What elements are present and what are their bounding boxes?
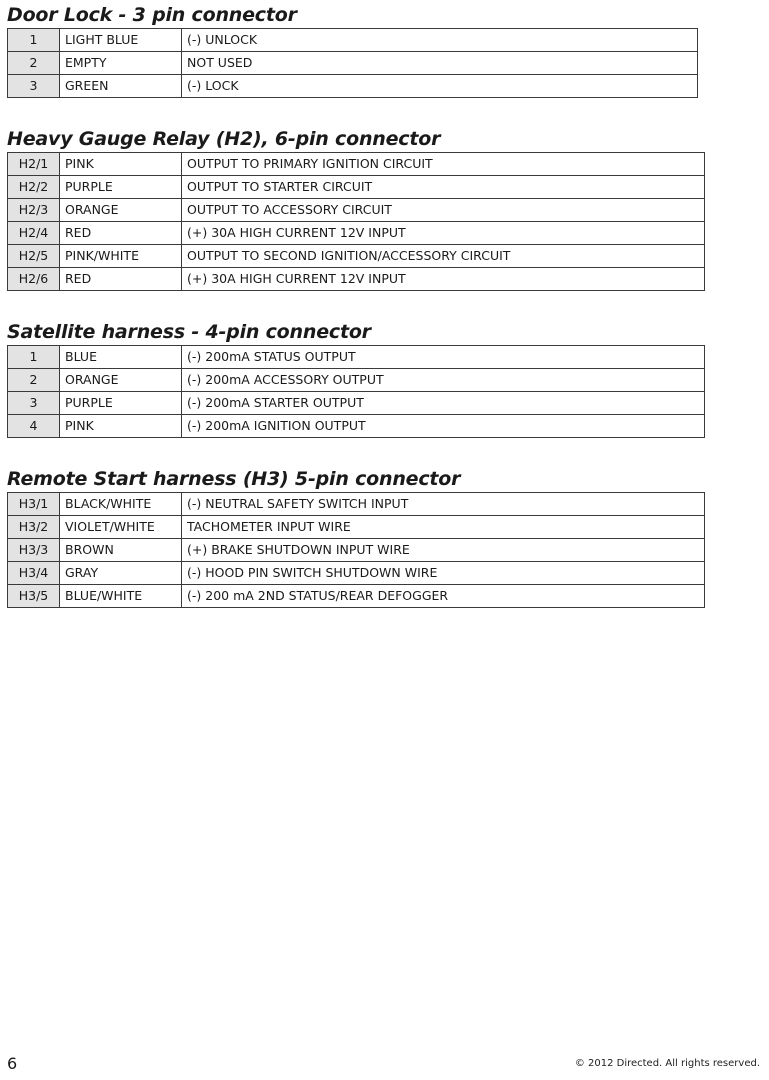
- wire-color-cell: PINK: [60, 415, 182, 438]
- wire-color-cell: GREEN: [60, 75, 182, 98]
- wire-color-cell: VIOLET/WHITE: [60, 516, 182, 539]
- door-lock-title: Door Lock - 3 pin connector: [7, 4, 297, 26]
- wire-color-cell: LIGHT BLUE: [60, 29, 182, 52]
- pin-cell: H2/1: [8, 153, 60, 176]
- wire-color-cell: BLACK/WHITE: [60, 493, 182, 516]
- table-row: [8, 346, 705, 369]
- wire-color-cell: PURPLE: [60, 392, 182, 415]
- door-lock-section: [7, 2, 698, 98]
- wire-color-cell: BLUE: [60, 346, 182, 369]
- remote-start-table: [7, 492, 705, 608]
- pin-cell: 4: [8, 415, 60, 438]
- function-cell: OUTPUT TO PRIMARY IGNITION CIRCUIT: [182, 153, 705, 176]
- pin-cell: 3: [8, 75, 60, 98]
- table-row: [8, 539, 705, 562]
- remote-start-section: [7, 466, 705, 608]
- pin-cell: H2/3: [8, 199, 60, 222]
- function-cell: OUTPUT TO SECOND IGNITION/ACCESSORY CIRCUIT: [182, 245, 705, 268]
- wire-color-cell: RED: [60, 268, 182, 291]
- wire-color-cell: ORANGE: [60, 199, 182, 222]
- function-cell: OUTPUT TO STARTER CIRCUIT: [182, 176, 705, 199]
- wire-color-cell: BROWN: [60, 539, 182, 562]
- table-row: [8, 493, 705, 516]
- pin-cell: H2/6: [8, 268, 60, 291]
- function-cell: (-) 200mA STARTER OUTPUT: [182, 392, 705, 415]
- table-row: [8, 369, 705, 392]
- table-row: [8, 75, 698, 98]
- pin-cell: H2/2: [8, 176, 60, 199]
- pin-cell: 2: [8, 369, 60, 392]
- relay-title: Heavy Gauge Relay (H2), 6-pin connector: [7, 128, 441, 150]
- function-cell: (-) 200mA IGNITION OUTPUT: [182, 415, 705, 438]
- pin-cell: H3/2: [8, 516, 60, 539]
- table-row: [8, 268, 705, 291]
- pin-cell: 3: [8, 392, 60, 415]
- table-row: [8, 222, 705, 245]
- function-cell: OUTPUT TO ACCESSORY CIRCUIT: [182, 199, 705, 222]
- copyright-notice: © 2012 Directed. All rights reserved.: [574, 1058, 760, 1069]
- wire-color-cell: PINK: [60, 153, 182, 176]
- pin-cell: 2: [8, 52, 60, 75]
- wire-color-cell: ORANGE: [60, 369, 182, 392]
- table-row: [8, 199, 705, 222]
- page-number: 6: [7, 1054, 18, 1073]
- function-cell: (+) BRAKE SHUTDOWN INPUT WIRE: [182, 539, 705, 562]
- function-cell: (-) HOOD PIN SWITCH SHUTDOWN WIRE: [182, 562, 705, 585]
- function-cell: (-) UNLOCK: [182, 29, 698, 52]
- pin-cell: 1: [8, 346, 60, 369]
- function-cell: (-) 200 mA 2ND STATUS/REAR DEFOGGER: [182, 585, 705, 608]
- satellite-title: Satellite harness - 4-pin connector: [7, 321, 371, 343]
- table-row: [8, 562, 705, 585]
- satellite-table: [7, 345, 705, 438]
- table-row: [8, 392, 705, 415]
- relay-section: [7, 126, 705, 291]
- table-row: [8, 245, 705, 268]
- table-row: [8, 52, 698, 75]
- table-row: [8, 153, 705, 176]
- function-cell: (+) 30A HIGH CURRENT 12V INPUT: [182, 222, 705, 245]
- table-row: [8, 585, 705, 608]
- wire-color-cell: PURPLE: [60, 176, 182, 199]
- function-cell: NOT USED: [182, 52, 698, 75]
- pin-cell: H3/1: [8, 493, 60, 516]
- function-cell: (-) LOCK: [182, 75, 698, 98]
- table-row: [8, 516, 705, 539]
- pin-cell: 1: [8, 29, 60, 52]
- door-lock-table: [7, 28, 698, 98]
- wire-color-cell: EMPTY: [60, 52, 182, 75]
- function-cell: (+) 30A HIGH CURRENT 12V INPUT: [182, 268, 705, 291]
- function-cell: TACHOMETER INPUT WIRE: [182, 516, 705, 539]
- table-row: [8, 415, 705, 438]
- pin-cell: H3/3: [8, 539, 60, 562]
- wire-color-cell: PINK/WHITE: [60, 245, 182, 268]
- wire-color-cell: GRAY: [60, 562, 182, 585]
- function-cell: (-) 200mA STATUS OUTPUT: [182, 346, 705, 369]
- relay-table: [7, 152, 705, 291]
- pin-cell: H3/4: [8, 562, 60, 585]
- satellite-section: [7, 319, 705, 438]
- pin-cell: H3/5: [8, 585, 60, 608]
- pin-cell: H2/5: [8, 245, 60, 268]
- wire-color-cell: RED: [60, 222, 182, 245]
- function-cell: (-) 200mA ACCESSORY OUTPUT: [182, 369, 705, 392]
- pin-cell: H2/4: [8, 222, 60, 245]
- remote-start-title: Remote Start harness (H3) 5-pin connector: [7, 468, 461, 490]
- table-row: [8, 176, 705, 199]
- function-cell: (-) NEUTRAL SAFETY SWITCH INPUT: [182, 493, 705, 516]
- table-row: [8, 29, 698, 52]
- wire-color-cell: BLUE/WHITE: [60, 585, 182, 608]
